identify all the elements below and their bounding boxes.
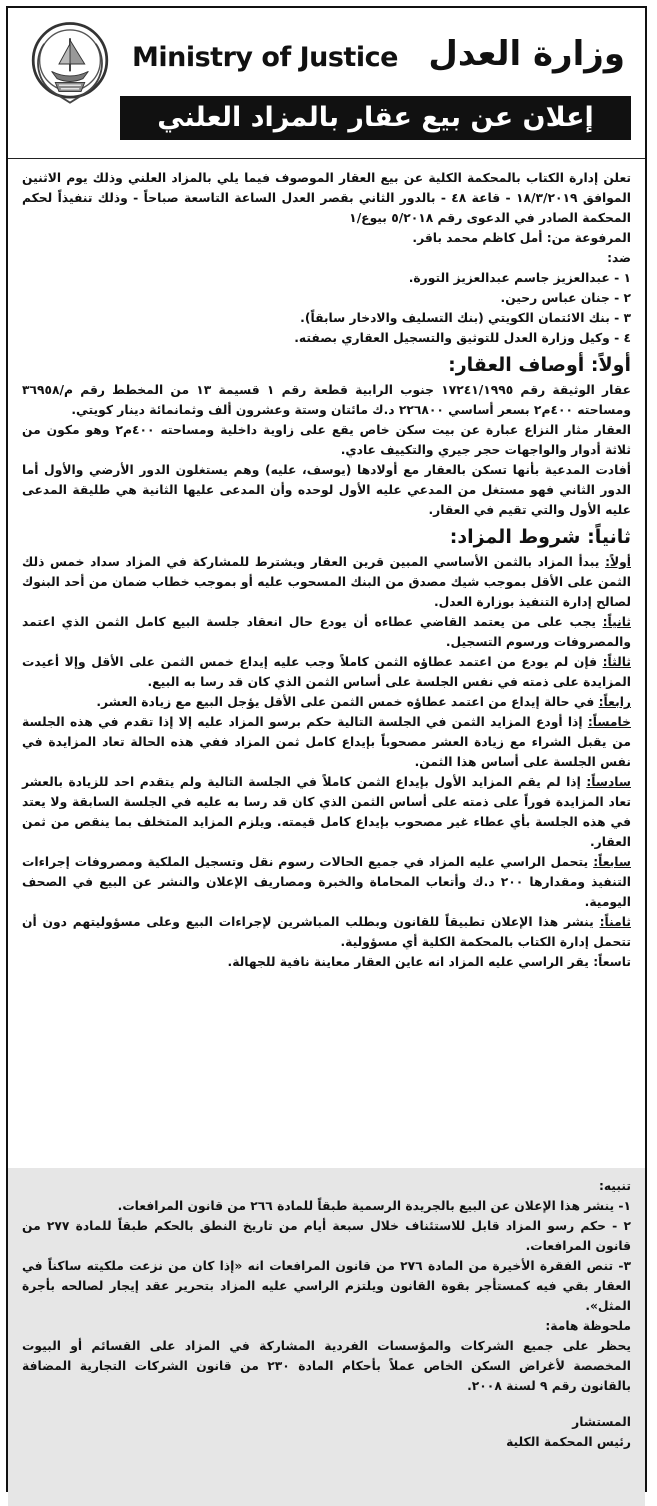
condition-item [22,692,631,712]
condition-item [22,912,631,952]
condition-text: إذا أودع المزايد الثمن في الجلسة التالية حكم برسو المزاد عليه إلا إذا تقدم في هذه الجلسة من يقبل الشراء مع زيادة العشر مصحوباً بإيداع كامل ثمن المزاد ففي هذه الحالة تعاد المزايدة في نفس الجلسة على أساس هذا الثمن. [22,715,631,769]
announcement-frame [6,6,647,1492]
english-title: Ministry of Justice [132,42,398,73]
announcement-body [22,168,631,972]
condition-label: ثامناً: [599,915,631,929]
condition-label: أولاً: [605,555,631,569]
condition-item [22,772,631,852]
condition-text: يجب على من يعتمد القاضي عطاءه أن يودع حال انعقاد جلسة البيع كامل الثمن الذي اعتمد والمصروفات ورسوم التسجيل. [22,615,631,649]
condition-text: يتحمل الراسي عليه المزاد في جميع الحالات رسوم نقل وتسجيل الملكية ومصروفات إجراءات التنفيذ ومقدارها ٢٠٠ د.ك وأتعاب المحاماة والخبرة ومصاريف الإعلان والنشر عن البيع في الصحف اليومية. [22,855,631,909]
header [8,8,645,133]
condition-label: تاسعاً: [593,955,631,969]
condition-text: إذا لم يقم المزايد الأول بإيداع الثمن كاملاً في الجلسة التالية ولم يتقدم احد للزيادة بالعشر تعاد المزايدة فوراً على ذمته على أساس الثمن الذي كان قد رسا به عليه في الجلسة السابقة ولا يعتد في هذه الجلسة بأي عطاء غير مصحوب بإيداع كامل قيمته. ويلزم المزايد المتخلف بما ينقص من ثمن العقار. [22,775,631,849]
announcement-banner: إعلان عن بيع عقار بالمزاد العلني [120,96,631,140]
notes-content [22,1176,631,1452]
condition-item [22,652,631,692]
condition-label: ثانياً: [602,615,631,629]
condition-text: في حالة إيداع من اعتمد عطاؤه خمس الثمن على الأقل يؤجل البيع مع زيادة العشر. [96,695,599,709]
note-3: ٣- تنص الفقرة الأخيرة من المادة ٢٧٦ من قانون المرافعات انه «إذا كان من نزعت ملكيته ساكناً في العقار بقي فيه كمستأجر بقوة القانون ويلتزم الراسي عليه المزاد بتحرير عقد إيجار لصالحه بأجرة المثل». [22,1259,631,1313]
notes-box [8,1168,645,1506]
condition-text: يقر الراسي عليه المزاد انه عاين العقار معاينة نافية للجهالة. [227,955,594,969]
condition-label: سادساً: [586,775,631,789]
signature-block [22,1412,631,1452]
signature-role: رئيس المحكمة الكلية [506,1435,631,1449]
section-conditions-title: ثانياً: شروط المزاد: [449,526,631,548]
condition-label: ثالثاً: [602,655,631,669]
defendant-1: ١ - عبدالعزيز جاسم عبدالعزيز التورة. [408,271,631,285]
defendant-4: ٤ - وكيل وزارة العدل للتوثيق والتسجيل العقاري بصفته. [294,331,631,345]
condition-item [22,612,631,652]
notes-title: تنبيه: [598,1179,631,1193]
divider [8,158,645,159]
plaintiff-line: المرفوعة من: أمل كاظم محمد باقر. [412,231,631,245]
condition-text: فإن لم يودع من اعتمد عطاؤه الثمن كاملاً وجب عليه إيداع خمس الثمن على الأقل وإلا أعيدت المزايدة على ذمته في نفس الجلسة على أساس الثمن الذي كان قد رسا به البيع. [22,655,631,689]
condition-item [22,712,631,772]
property-description: عقار الوثيقة رقم ١٧٢٤١/١٩٩٥ جنوب الرابية قطعة رقم ١ قسيمة ١٣ من المخطط رقم م/٣٦٩٥٨ ومساحته ٤٠٠م٢ بسعر أساسي ٢٢٦٨٠٠ د.ك مائتان وستة وعشرون ألف وثمانمائة دينار كويتي. [22,383,631,417]
condition-text: ينشر هذا الإعلان تطبيقاً للقانون وبطلب المباشرين لإجراءات البيع وعلى مسؤوليتهم دون أن تتحمل إدارة الكتاب بالمحكمة الكلية أي مسؤولية. [22,915,631,949]
condition-label: خامساً: [587,715,631,729]
property-details: العقار مثار النزاع عبارة عن بيت سكن خاص يقع على زاوية داخلية ومساحته ٤٠٠م٢ وهو مكون من ثلاثة أدوار والواجهات حجر جيري والتكييف عادي. [22,423,631,457]
condition-item [22,952,631,972]
condition-label: سابعاً: [593,855,631,869]
defendant-3: ٣ - بنك الائتمان الكويتي (بنك التسليف والادخار سابقاً). [300,311,631,325]
condition-label: رابعاً: [598,695,631,709]
property-occupancy: أفادت المدعية بأنها تسكن بالعقار مع أولادها (يوسف، عليه) وهم يستغلون الدور الأرضي والأول أما الدور الثاني فهو مستغل من المدعي عليه الأول لوحده وأن المدعى عليها الثانية هي طليقة المدعى عليه الأول والتي تقيم في العقار. [22,463,631,517]
against-line: ضد: [607,251,631,265]
important-note: يحظر على جميع الشركات والمؤسسات الفردية المشاركة في المزاد على القسائم أو البيوت المخصصة لأغراض السكن الخاص عملاً بأحكام المادة ٢٣٠ من قانون الشركات التجارية المضافة بالقانون رقم ٩ لسنة ٢٠٠٨. [22,1339,631,1393]
condition-item [22,552,631,612]
important-title: ملحوظة هامة: [545,1319,631,1333]
section-property-title: أولاً: أوصاف العقار: [448,354,631,376]
signature-title: المستشار [572,1415,631,1429]
note-1: ١- ينشر هذا الإعلان عن البيع بالجريدة الرسمية طبقاً للمادة ٢٦٦ من قانون المرافعات. [117,1199,631,1213]
arabic-title: وزارة العدل [428,34,625,74]
condition-text: يبدأ المزاد بالثمن الأساسي المبين قرين العقار ويشترط للمشاركة في المزاد سداد خمس ذلك الثمن على الأقل بموجب شيك مصدق من البنك المسحوب عليه أو بموجب خطاب ضمان من أحد البنوك لصالح إدارة التنفيذ بوزارة العدل. [22,555,631,609]
intro-paragraph: تعلن إدارة الكتاب بالمحكمة الكلية عن بيع العقار الموصوف فيما يلي بالمزاد العلني وذلك يوم الاثنين الموافق ١٨/٣/٢٠١٩ - قاعة ٤٨ - بالدور الثاني بقصر العدل الساعة التاسعة صباحاً - وذلك تنفيذاً لحكم المحكمة الصادر في الدعوى رقم ٥/٢٠١٨ بيوع/١ [22,171,632,225]
defendant-2: ٢ - جنان عباس رحين. [500,291,631,305]
condition-item [22,852,631,912]
kuwait-emblem-icon [24,18,116,110]
note-2: ٢ - حكم رسو المزاد قابل للاستئناف خلال سبعة أيام من تاريخ النطق بالحكم طبقاً للمادة ٢٧٧ من قانون المرافعات. [22,1219,631,1253]
